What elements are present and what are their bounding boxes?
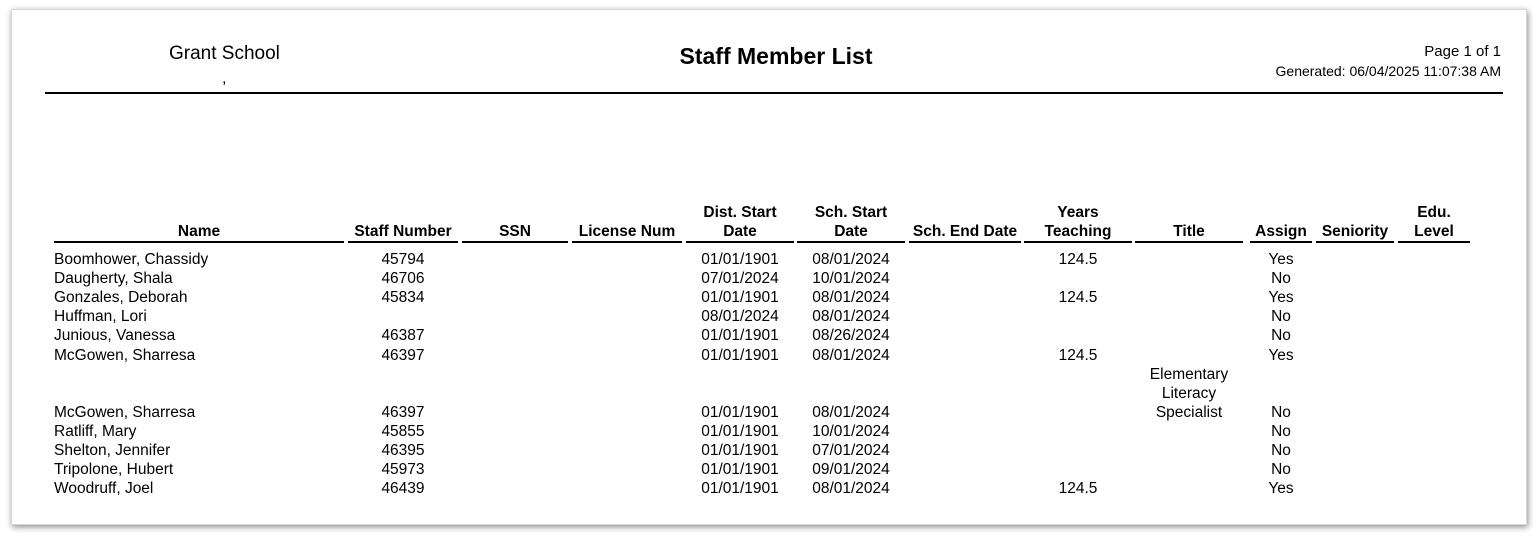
cell-assign: Yes xyxy=(1268,289,1294,307)
cell-staff-number: 46397 xyxy=(381,403,425,421)
cell-staff-number: 45855 xyxy=(381,422,425,440)
column-header-years-teaching xyxy=(1024,203,1132,243)
column-header-label: Title xyxy=(1173,223,1205,240)
cell-assign: Yes xyxy=(1268,346,1294,364)
cell-assign: No xyxy=(1271,308,1291,326)
cell-sch-start: 08/01/2024 xyxy=(812,346,890,364)
column-header-ssn xyxy=(462,203,568,243)
column-header-seniority xyxy=(1316,203,1394,243)
cell-assign: No xyxy=(1271,422,1291,440)
report-page xyxy=(11,9,1527,525)
column-header-sch-start xyxy=(797,203,905,243)
cell-assign: No xyxy=(1271,442,1291,459)
cell-dist-start: 08/01/2024 xyxy=(701,308,779,326)
column-header-name xyxy=(54,203,344,243)
column-header-label: Sch. End Date xyxy=(912,223,1018,240)
cell-staff-number: 45973 xyxy=(381,461,425,479)
cell-name: Tripolone, Hubert xyxy=(54,461,174,479)
cell-dist-start: 07/01/2024 xyxy=(701,270,779,288)
cell-assign: Yes xyxy=(1268,480,1294,498)
column-header-edu-level xyxy=(1398,203,1470,243)
cell-name: Ratliff, Mary xyxy=(54,422,137,440)
cell-years-teaching: 124.5 xyxy=(1058,480,1098,498)
generated-timestamp: Generated: 06/04/2025 11:07:38 AM xyxy=(1275,63,1501,79)
column-header-label: Staff Number xyxy=(354,223,452,240)
cell-assign: No xyxy=(1271,461,1291,479)
school-subtitle: , xyxy=(222,70,227,87)
page-number: Page 1 of 1 xyxy=(1424,43,1501,60)
cell-assign: No xyxy=(1271,270,1291,288)
column-header-label: Sch. Start Date xyxy=(814,204,888,240)
column-header-label: License Num xyxy=(578,223,676,240)
column-header-label: Seniority xyxy=(1321,223,1389,240)
cell-sch-start: 10/01/2024 xyxy=(812,270,890,288)
header-divider xyxy=(45,92,1503,94)
cell-sch-start: 08/01/2024 xyxy=(812,251,890,268)
cell-sch-start: 08/01/2024 xyxy=(812,403,890,421)
cell-sch-start: 10/01/2024 xyxy=(812,422,890,440)
cell-name: Woodruff, Joel xyxy=(54,480,154,498)
cell-dist-start: 01/01/1901 xyxy=(701,251,779,268)
column-header-label: SSN xyxy=(499,223,531,240)
cell-name: Junious, Vanessa xyxy=(54,327,176,345)
cell-dist-start: 01/01/1901 xyxy=(701,442,779,459)
cell-assign: No xyxy=(1271,327,1291,345)
cell-sch-start: 08/01/2024 xyxy=(812,480,890,498)
cell-sch-start: 08/26/2024 xyxy=(812,327,890,345)
cell-staff-number: 46395 xyxy=(381,442,425,459)
cell-staff-number: 46439 xyxy=(381,480,425,498)
cell-assign: Yes xyxy=(1268,251,1294,268)
cell-dist-start: 01/01/1901 xyxy=(701,289,779,307)
column-header-assign xyxy=(1250,203,1312,243)
column-header-label: Years Teaching xyxy=(1044,204,1112,240)
cell-name: Shelton, Jennifer xyxy=(54,442,171,459)
column-header-license-num xyxy=(572,203,682,243)
report-title: Staff Member List xyxy=(679,43,873,69)
column-header-title xyxy=(1135,203,1243,243)
cell-dist-start: 01/01/1901 xyxy=(701,346,779,364)
cell-dist-start: 01/01/1901 xyxy=(701,422,779,440)
cell-name: Gonzales, Deborah xyxy=(54,289,188,307)
column-header-label: Name xyxy=(177,223,221,240)
cell-staff-number: 45794 xyxy=(381,251,425,268)
cell-dist-start: 01/01/1901 xyxy=(701,461,779,479)
column-header-label: Edu. Level xyxy=(1414,204,1454,240)
cell-years-teaching: 124.5 xyxy=(1058,289,1098,307)
cell-name: McGowen, Sharresa xyxy=(54,346,196,364)
cell-title: Elementary Literacy Specialist xyxy=(1149,365,1229,421)
column-header-dist-start xyxy=(686,203,794,243)
cell-sch-start: 09/01/2024 xyxy=(812,461,890,479)
cell-years-teaching: 124.5 xyxy=(1058,346,1098,364)
cell-name: Huffman, Lori xyxy=(54,308,147,326)
column-header-label: Dist. Start Date xyxy=(703,204,777,240)
column-header-sch-end xyxy=(909,203,1021,243)
cell-years-teaching: 124.5 xyxy=(1058,251,1098,268)
cell-sch-start: 07/01/2024 xyxy=(812,442,890,459)
cell-dist-start: 01/01/1901 xyxy=(701,480,779,498)
cell-staff-number: 46387 xyxy=(381,327,425,345)
cell-name: McGowen, Sharresa xyxy=(54,403,196,421)
cell-assign: No xyxy=(1271,403,1291,421)
cell-dist-start: 01/01/1901 xyxy=(701,403,779,421)
cell-dist-start: 01/01/1901 xyxy=(701,327,779,345)
cell-name: Daugherty, Shala xyxy=(54,270,173,288)
column-header-staff-number xyxy=(348,203,458,243)
cell-staff-number: 46706 xyxy=(381,270,425,288)
school-name: Grant School xyxy=(169,43,280,64)
cell-staff-number: 46397 xyxy=(381,346,425,364)
cell-name: Boomhower, Chassidy xyxy=(54,251,209,268)
column-header-label: Assign xyxy=(1255,223,1307,240)
cell-staff-number: 45834 xyxy=(381,289,425,307)
cell-sch-start: 08/01/2024 xyxy=(812,308,890,326)
cell-sch-start: 08/01/2024 xyxy=(812,289,890,307)
